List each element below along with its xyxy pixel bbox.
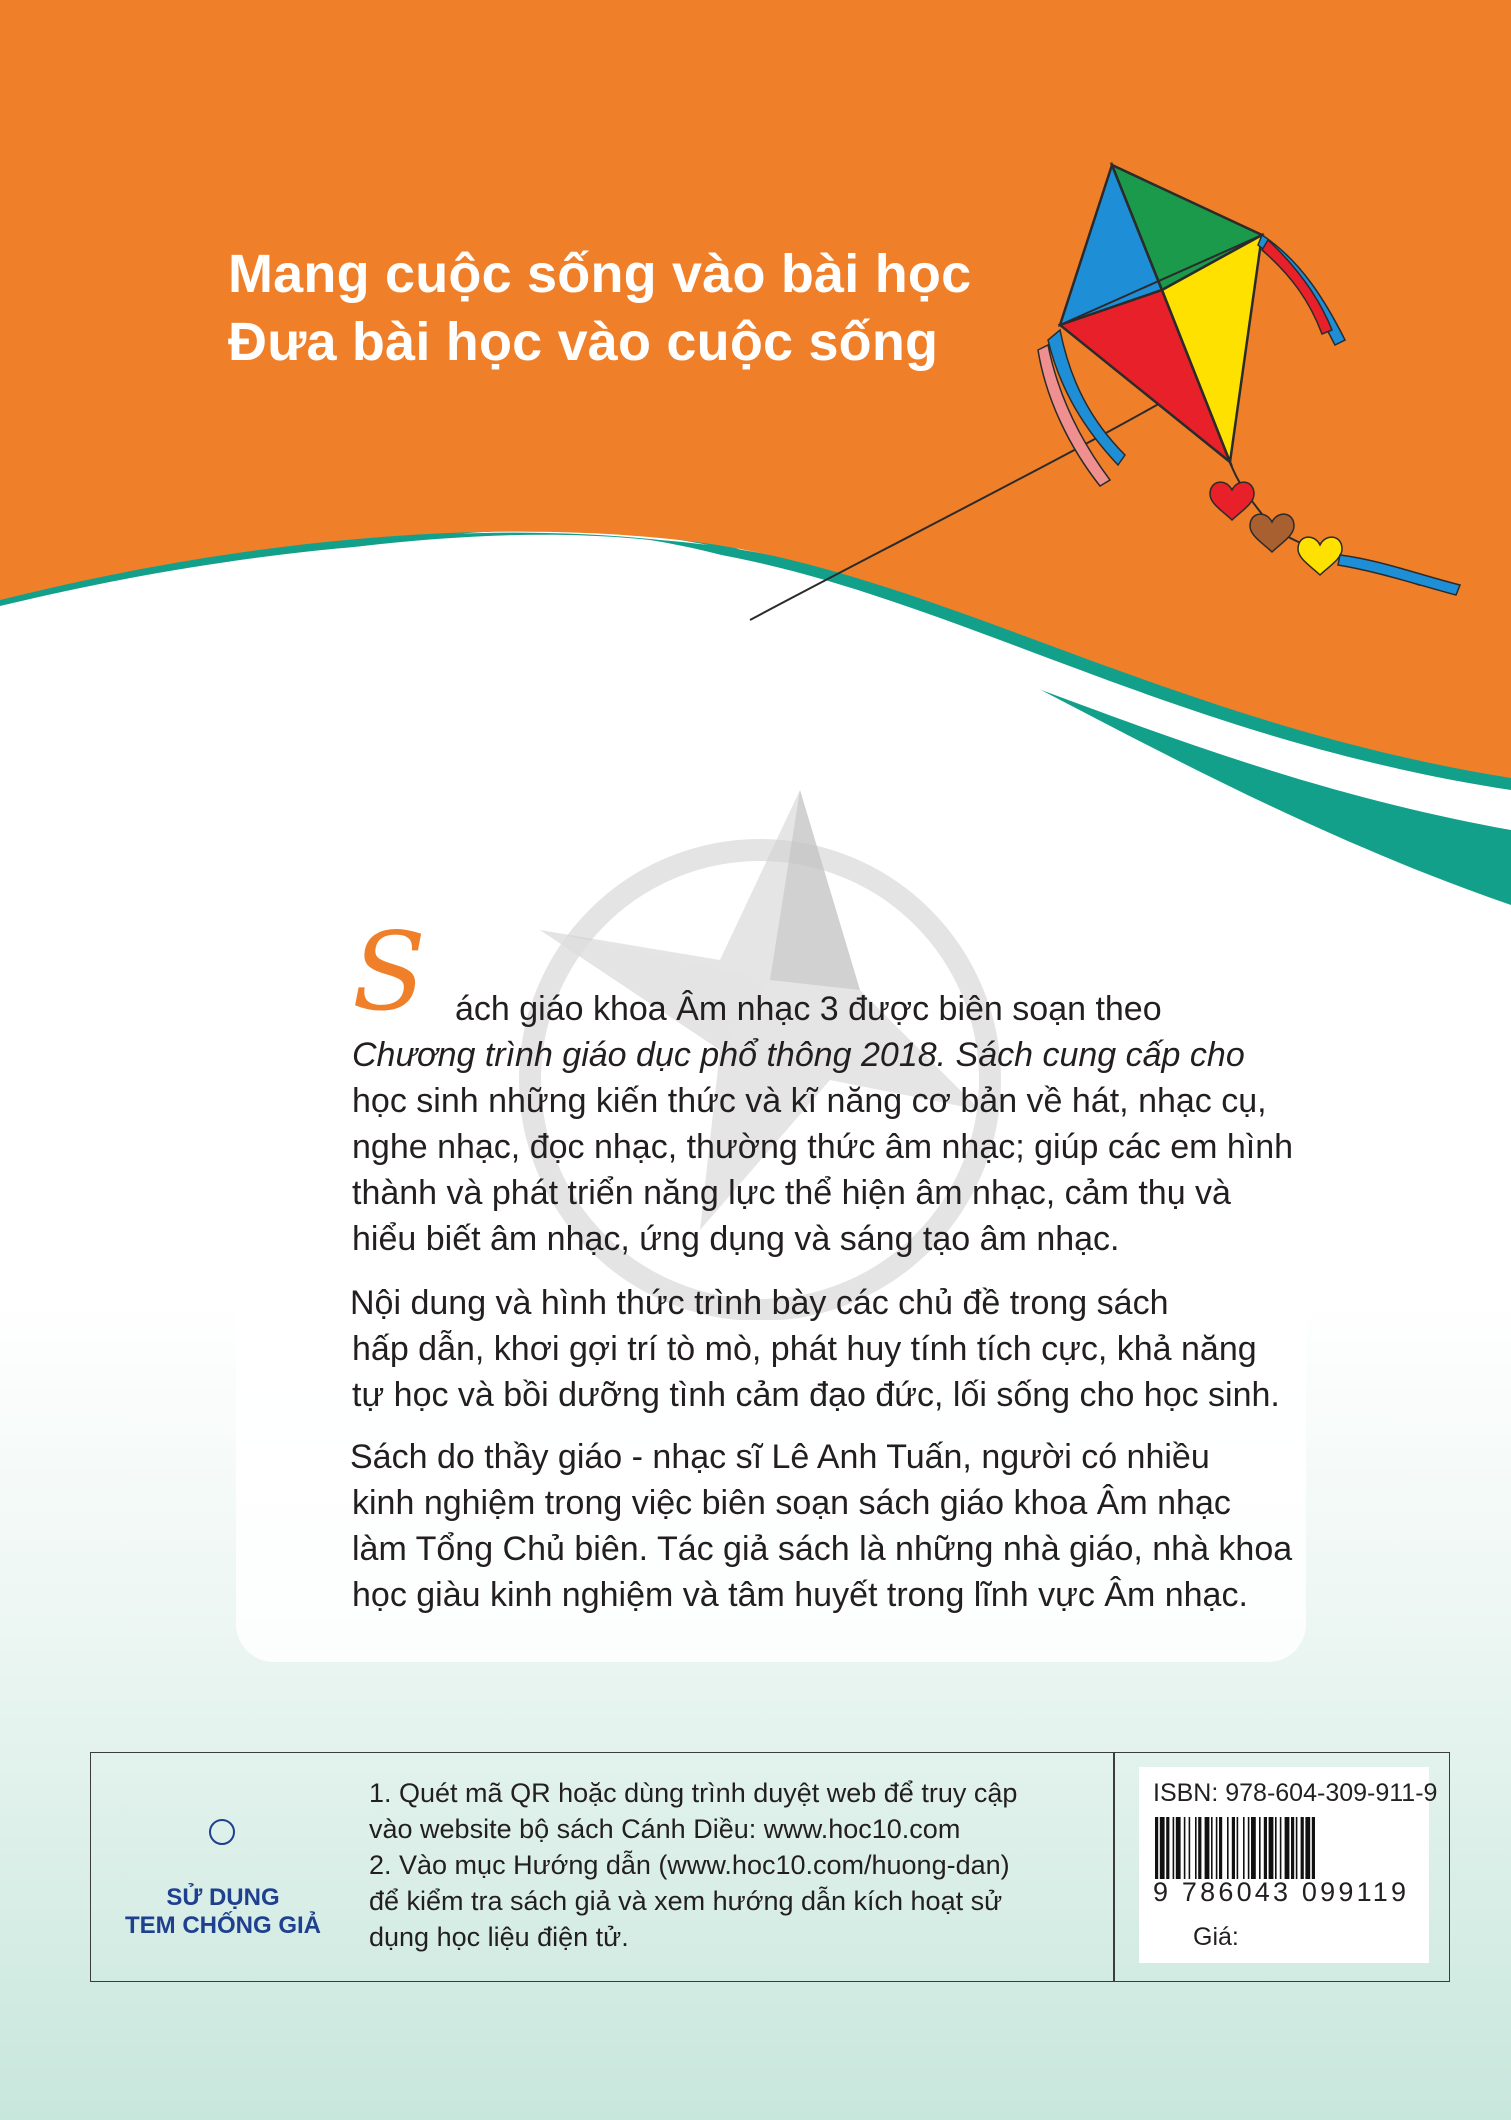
anti-counterfeit-label-1: SỬ DỤNG <box>166 1884 280 1911</box>
instruction-line: vào website bộ sách Cánh Diều: www.hoc10.com <box>369 1814 961 1844</box>
slogan-line-2: Đưa bài học vào cuộc sống <box>228 312 939 372</box>
intro-p3-line: Sách do thầy giáo - nhạc sĩ Lê Anh Tuấn, người có nhiều <box>350 1438 1210 1476</box>
intro-p1-line: học sinh những kiến thức và kĩ năng cơ bản về hát, nhạc cụ, <box>352 1082 1267 1120</box>
instruction-line: 1. Quét mã QR hoặc dùng trình duyệt web để truy cập <box>369 1778 1018 1808</box>
intro-p3-line: kinh nghiệm trong việc biên soạn sách giáo khoa Âm nhạc <box>352 1484 1231 1522</box>
intro-p1-line: ách giáo khoa Âm nhạc 3 được biên soạn theo <box>455 990 1162 1028</box>
intro-p3-line: làm Tổng Chủ biên. Tác giả sách là những nhà giáo, nhà khoa <box>352 1530 1293 1568</box>
barcode-image <box>1153 1817 1415 1879</box>
intro-p2-line: tự học và bồi dưỡng tình cảm đạo đức, lối sống cho học sinh. <box>352 1376 1280 1414</box>
intro-p1-line: Chương trình giáo dục phổ thông 2018. Sách cung cấp cho <box>352 1036 1245 1074</box>
isbn-label: ISBN: 978-604-309-911-9 <box>1153 1779 1438 1807</box>
price-label: Giá: <box>1193 1923 1239 1951</box>
slogan-line-1: Mang cuộc sống vào bài học <box>228 244 972 304</box>
intro-p3-line: học giàu kinh nghiệm và tâm huyết trong lĩnh vực Âm nhạc. <box>352 1576 1248 1614</box>
dropcap-letter: S <box>352 910 426 1035</box>
info-box <box>90 1752 1450 1982</box>
intro-p1-line: thành và phát triển năng lực thể hiện âm nhạc, cảm thụ và <box>352 1174 1231 1212</box>
info-divider <box>1113 1753 1115 1981</box>
instruction-line: dụng học liệu điện tử. <box>369 1922 629 1952</box>
instruction-line: để kiểm tra sách giả và xem hướng dẫn kích hoạt sử <box>369 1886 1003 1916</box>
intro-p2-line: Nội dung và hình thức trình bày các chủ đề trong sách <box>350 1284 1169 1322</box>
intro-p1-line: hiểu biết âm nhạc, ứng dụng và sáng tạo âm nhạc. <box>352 1220 1120 1258</box>
barcode-panel <box>1139 1767 1438 1963</box>
instruction-line: 2. Vào mục Hướng dẫn (www.hoc10.com/huong-dan) <box>369 1850 1010 1880</box>
orange-header <box>0 0 1511 778</box>
anti-counterfeit-stamp-circle <box>209 1819 235 1845</box>
barcode-digits: 9 786043 099119 <box>1153 1877 1410 1907</box>
intro-p2-line: hấp dẫn, khơi gợi trí tò mò, phát huy tính tích cực, khả năng <box>352 1330 1257 1368</box>
anti-counterfeit-label-2: TEM CHỐNG GIẢ <box>125 1912 321 1939</box>
intro-p1-line: nghe nhạc, đọc nhạc, thường thức âm nhạc; giúp các em hình <box>352 1128 1294 1166</box>
